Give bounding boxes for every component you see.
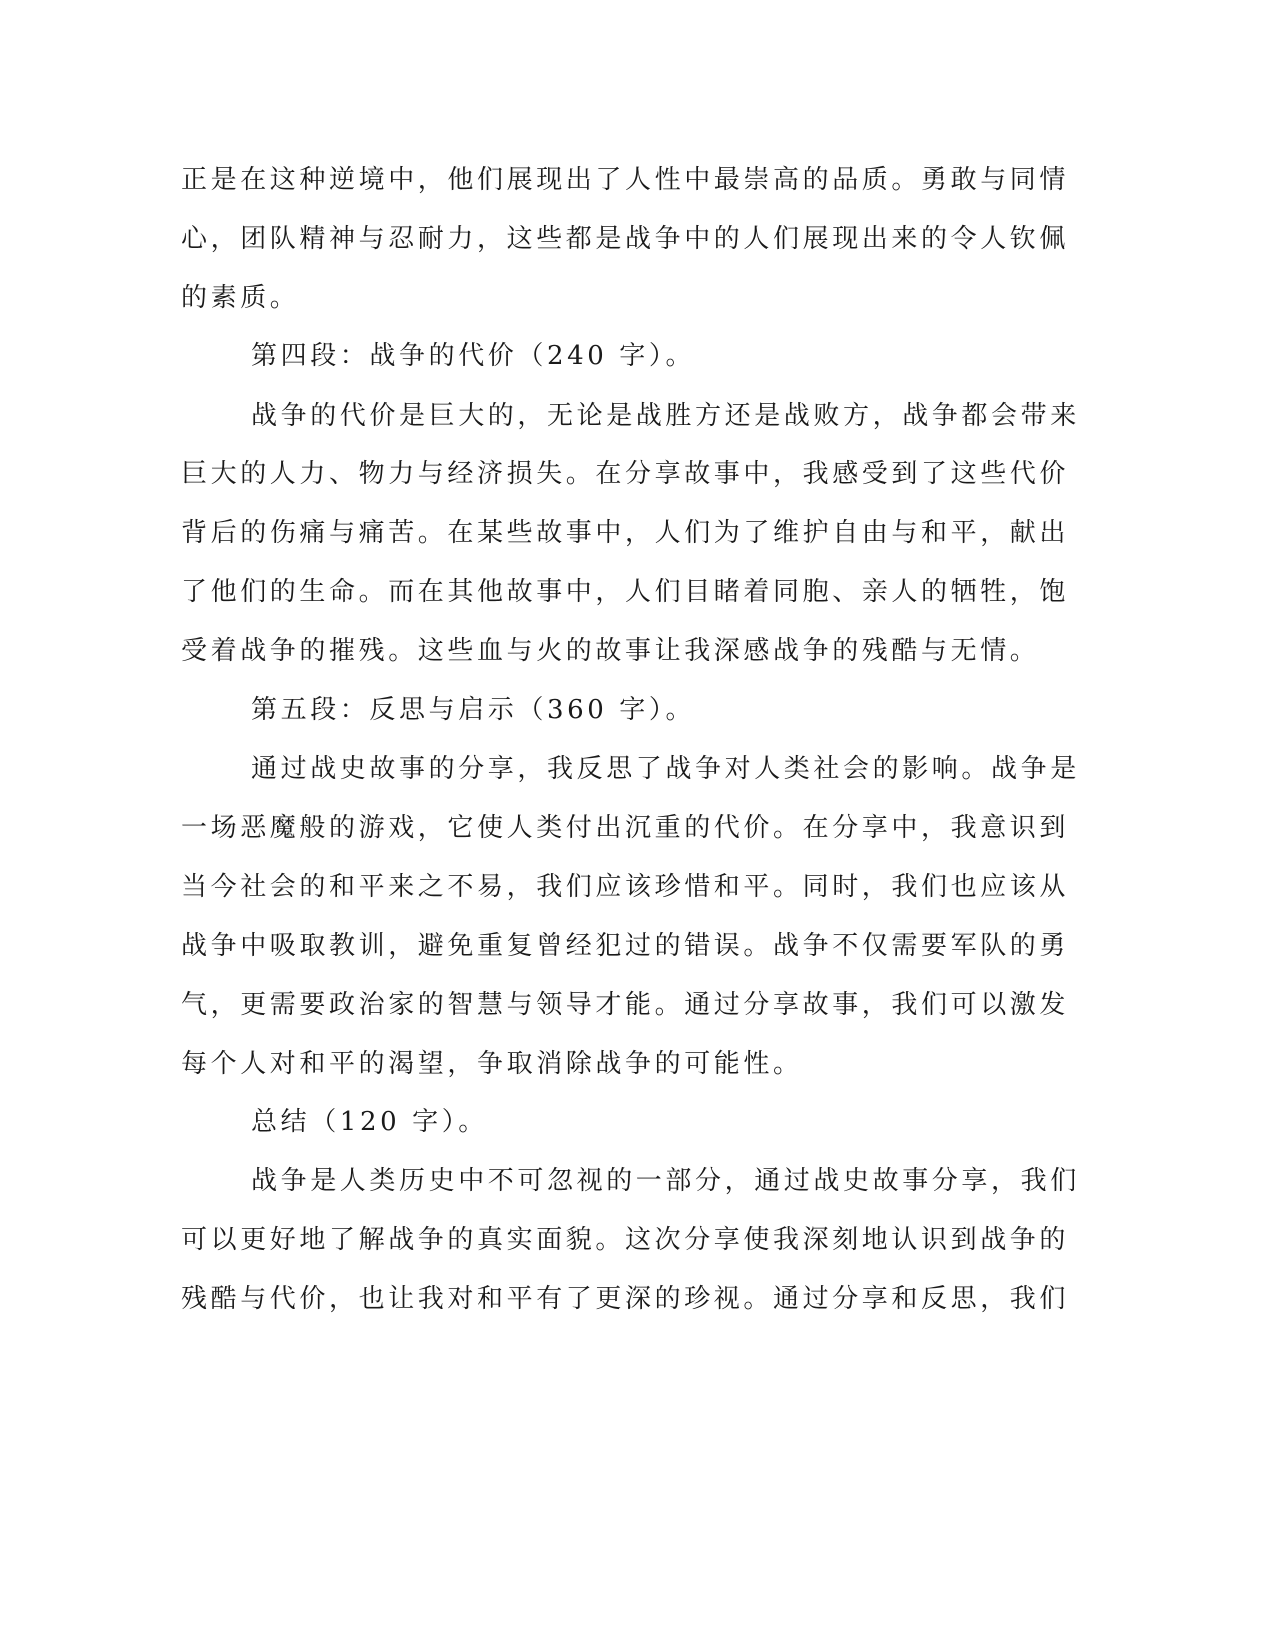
text-line: 受着战争的摧残。这些血与火的故事让我深感战争的残酷与无情。 [181, 636, 1040, 666]
text-line: 气，更需要政治家的智慧与领导才能。通过分享故事，我们可以激发 [181, 990, 1070, 1020]
text-line: 的素质。 [181, 283, 300, 313]
text-line: 残酷与代价，也让我对和平有了更深的珍视。通过分享和反思，我们 [181, 1284, 1070, 1314]
section-heading: 第四段：战争的代价（240 字）。 [251, 341, 696, 371]
section-heading: 第五段：反思与启示（360 字）。 [251, 695, 696, 725]
text-line: 正是在这种逆境中，他们展现出了人性中最崇高的品质。勇敢与同情 [181, 165, 1070, 195]
text-line: 可以更好地了解战争的真实面貌。这次分享使我深刻地认识到战争的 [181, 1225, 1070, 1255]
text-line: 战争的代价是巨大的，无论是战胜方还是战败方，战争都会带来 [251, 401, 1080, 431]
text-line: 了他们的生命。而在其他故事中，人们目睹着同胞、亲人的牺牲，饱 [181, 577, 1070, 607]
text-line: 战争中吸取教训，避免重复曾经犯过的错误。战争不仅需要军队的勇 [181, 931, 1070, 961]
text-line: 通过战史故事的分享，我反思了战争对人类社会的影响。战争是 [251, 754, 1080, 784]
text-line: 巨大的人力、物力与经济损失。在分享故事中，我感受到了这些代价 [181, 459, 1070, 489]
text-line: 当今社会的和平来之不易，我们应该珍惜和平。同时，我们也应该从 [181, 872, 1070, 902]
text-line: 背后的伤痛与痛苦。在某些故事中，人们为了维护自由与和平，献出 [181, 518, 1070, 548]
text-line: 一场恶魔般的游戏，它使人类付出沉重的代价。在分享中，我意识到 [181, 813, 1070, 843]
section-heading: 总结（120 字）。 [251, 1107, 488, 1137]
text-line: 心，团队精神与忍耐力，这些都是战争中的人们展现出来的令人钦佩 [181, 224, 1070, 254]
text-line: 战争是人类历史中不可忽视的一部分，通过战史故事分享，我们 [251, 1166, 1080, 1196]
text-line: 每个人对和平的渴望，争取消除战争的可能性。 [181, 1049, 803, 1079]
